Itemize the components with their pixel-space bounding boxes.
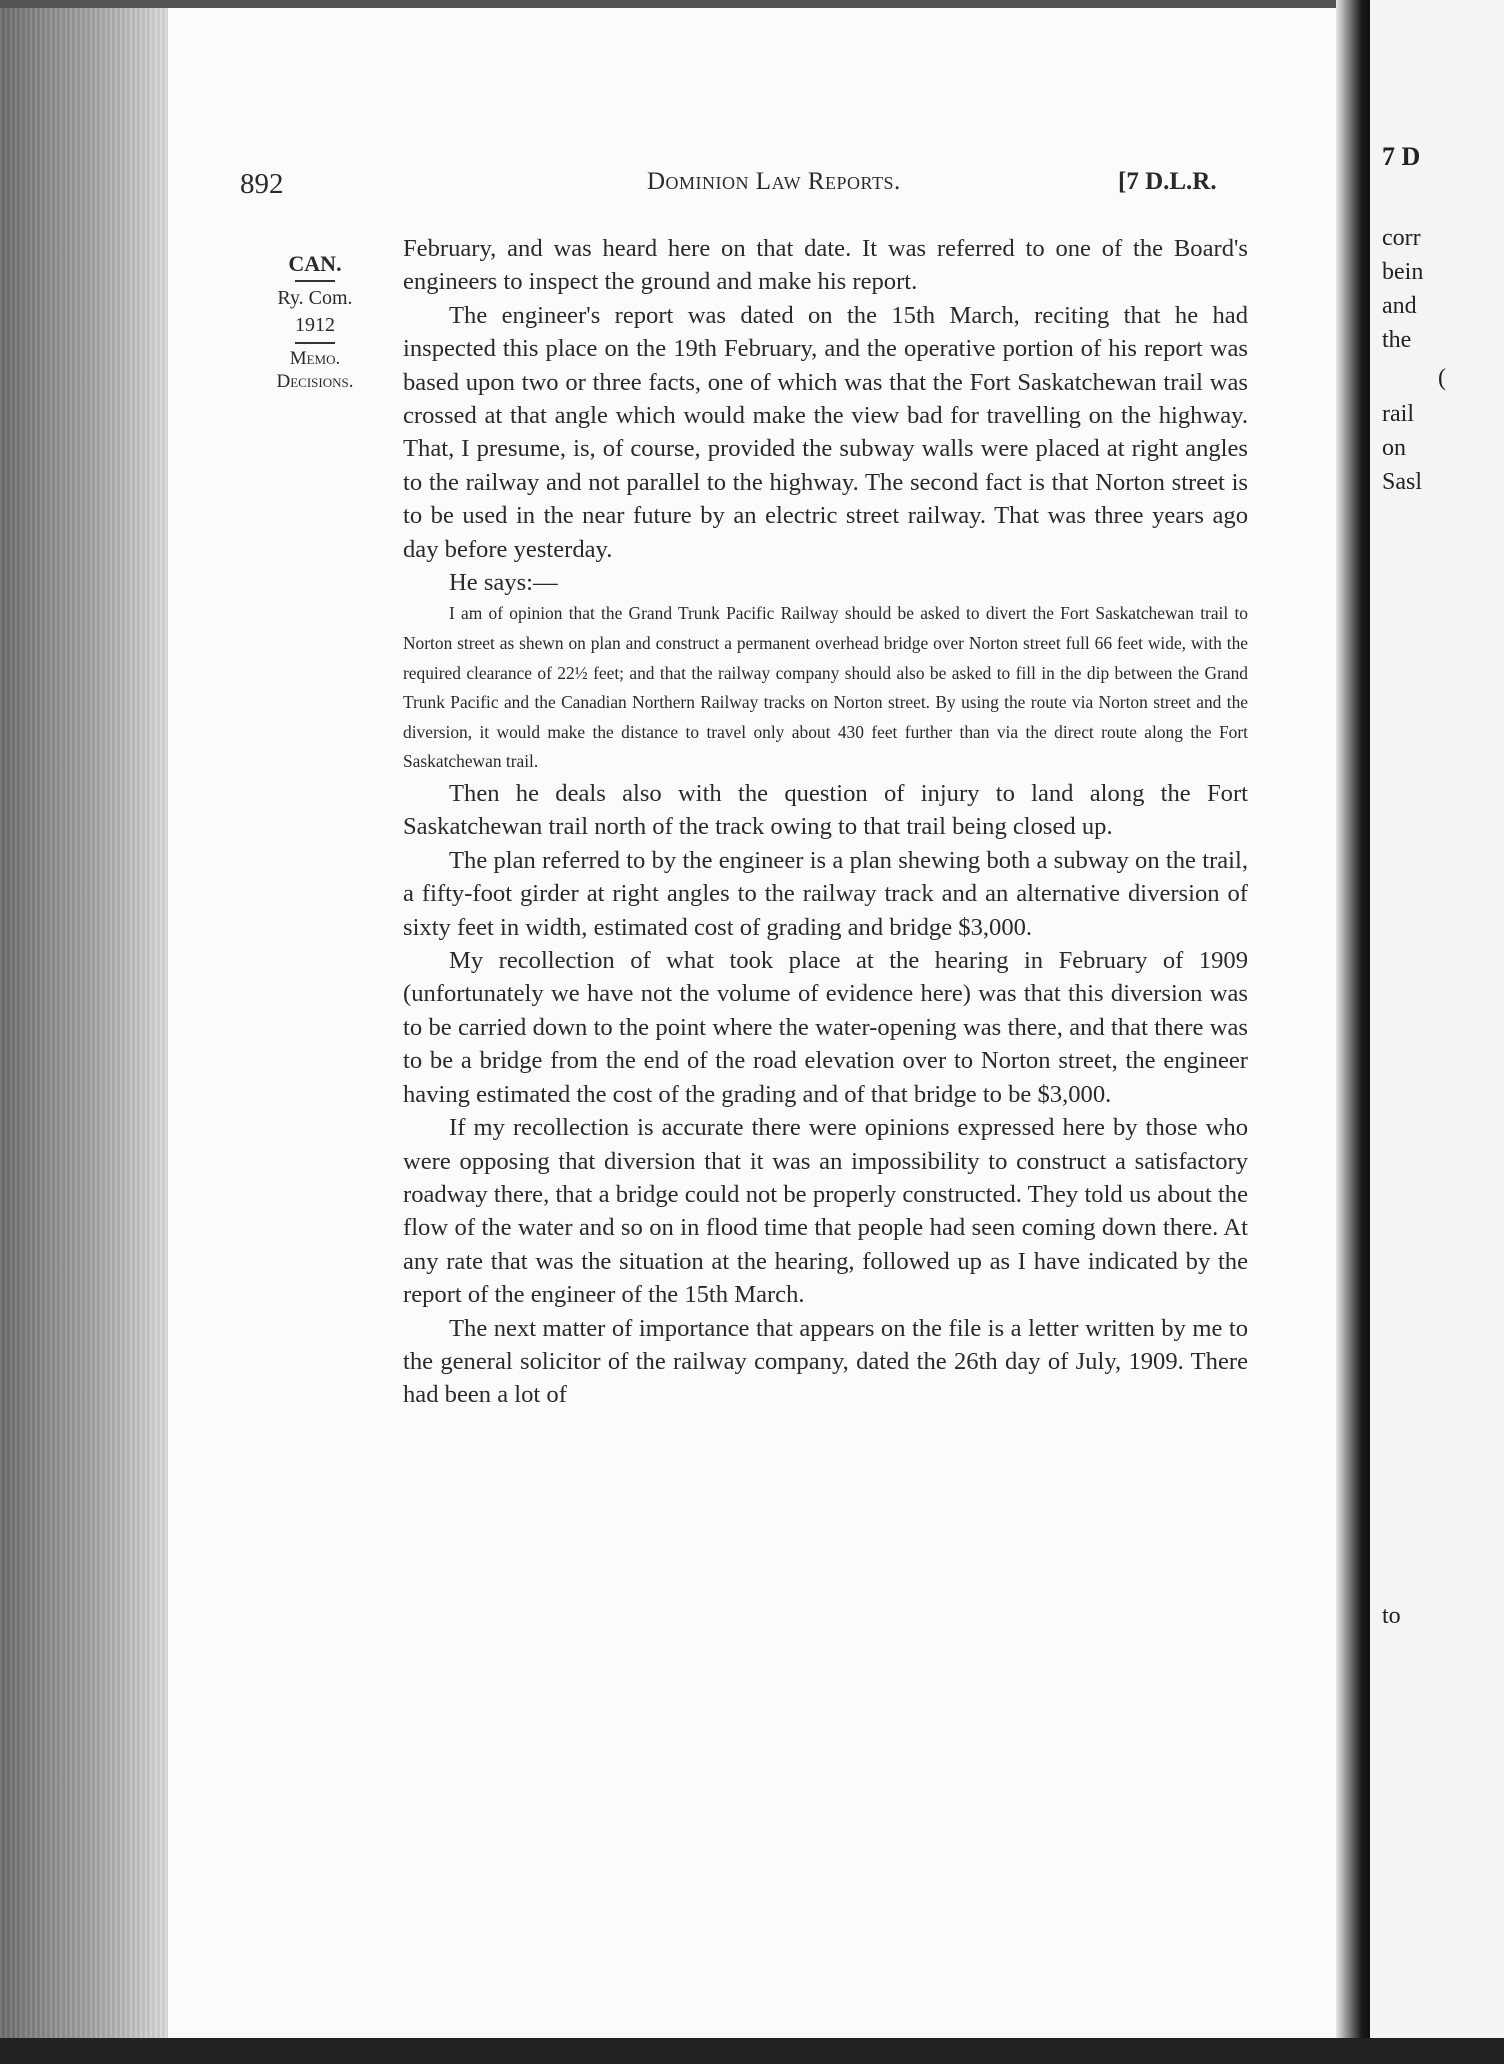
margin-note [255,250,375,393]
facing-line: ( [1438,365,1446,391]
facing-line: the [1382,327,1412,353]
page-gutter [1336,0,1370,2064]
scan-top-edge [0,0,1504,8]
page-number: 892 [240,168,284,200]
body-text [403,232,1248,1412]
facing-page [1370,0,1504,2064]
facing-line: Sasl [1382,469,1423,495]
facing-line: bein [1382,259,1424,285]
paragraph: February, and was heard here on that date. It was referred to one of the Board's engineers to inspect the ground and make his report. [403,235,1248,296]
paragraph: The plan referred to by the engineer is a plan shewing both a subway on the trail, a fifty-foot girder at right angles to the railway track and an alternative diversion of sixty feet in width, estimated cost of grading and bridge $3,000. [403,846,1248,941]
margin-decisions: Decisions. [276,371,354,392]
margin-memo: Memo. [289,348,341,369]
facing-line: to [1382,1603,1401,1629]
facing-page-header: 7 D [1382,142,1421,171]
facing-line: corr [1382,225,1421,251]
margin-country: CAN. [288,251,342,276]
paragraph: The next matter of importance that appears on the file is a letter written by me to the general solicitor of the railway company, dated the 26th day of July, 1909. There had been a lot of [403,1314,1248,1409]
paragraph: He says:— [449,569,558,597]
facing-line: and [1382,293,1417,319]
margin-rule [295,342,335,344]
book-binding [0,0,168,2064]
paragraph: Then he deals also with the question of injury to land along the Fort Saskatchewan trail north of the track owing to that trail being closed up. [403,780,1248,841]
paragraph: The engineer's report was dated on the 15th March, reciting that he had inspected this place on the 19th February, and the operative portion of his report was based upon two or three facts, one of which was that the Fort Saskatchewan trail was crossed at that angle which would make the view bad for travelling on the highway. That, I presume, is, of course, provided the subway walls were placed at right angles to the railway and not parallel to the highway. The second fact is that Norton street is to be used in the near future by an electric street railway. That was three years ago day before yesterday. [403,301,1248,563]
margin-year: 1912 [295,314,335,336]
scan-bottom-edge [0,2038,1504,2064]
paragraph: My recollection of what took place at the hearing in February of 1909 (unfortunately we have not the volume of evidence here) was that this diversion was to be carried down to the point where the water-opening was there, and that there was to be a bridge from the end of the road elevation over to Norton street, the engineer having estimated the cost of the grading and of that bridge to be $3,000. [403,947,1248,1108]
paragraph: If my recollection is accurate there were opinions expressed here by those who were opposing that diversion that it was an impossibility to construct a satisfactory roadway there, that a bridge could not be properly constructed. They told us about the flow of the water and so on in flood time that people had seen coming down there. At any rate that was the situation at the hearing, followed up as I have indicated by the report of the engineer of the 15th March. [403,1114,1248,1309]
volume-reference: [7 D.L.R. [1118,168,1217,195]
margin-rule [295,280,335,282]
facing-line: on [1382,435,1406,461]
block-quote: I am of opinion that the Grand Trunk Pacific Railway should be asked to divert the Fort Saskatchewan trail to Norton street as shewn on plan and construct a permanent overhead bridge over Norton street full 66 feet wide, with the required clearance of 22½ feet; and that the railway company should also be asked to fill in the dip between the Grand Trunk Pacific and the Canadian Northern Railway tracks on Norton street. By using the route via Norton street and the diversion, it would make the distance to travel only about 430 feet further than via the direct route along the Fort Saskatchewan trail. [403,603,1248,772]
running-title: Dominion Law Reports. [647,168,901,195]
margin-court: Ry. Com. [277,287,353,309]
facing-line: rail [1382,401,1414,427]
